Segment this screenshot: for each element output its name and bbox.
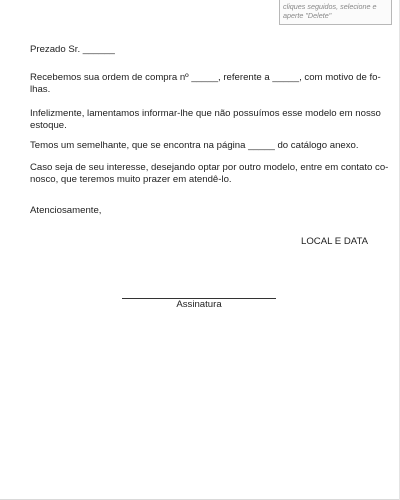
greeting: Prezado Sr. ______: [30, 44, 115, 55]
paragraph-regret-line-1: Infelizmente, lamentamos informar-lhe que não possuímos esse modelo em nosso: [30, 108, 381, 119]
paragraph-contact-line-2: nosco, que teremos muito prazer em atendê-lo.: [30, 174, 232, 185]
place-and-date: LOCAL E DATA: [301, 236, 368, 247]
paragraph-order-line-2: lhas.: [30, 84, 51, 95]
paragraph-regret-line-2: estoque.: [30, 120, 67, 131]
instruction-line-1: cliques seguidos, selecione e: [283, 2, 377, 11]
paragraph-contact-line-1: Caso seja de seu interesse, desejando optar por outro modelo, entre em contato co-: [30, 162, 389, 173]
instruction-line-2: aperte "Delete": [283, 10, 332, 20]
signature-label: Assinatura: [176, 299, 222, 310]
instruction-note: [279, 0, 392, 25]
paragraph-similar-model: Temos um semelhante, que se encontra na página _____ do catálogo anexo.: [30, 140, 359, 151]
closing: Atenciosamente,: [30, 205, 102, 216]
paragraph-order-line-1: Recebemos sua ordem de compra nº _____, referente a _____, com motivo de fo-: [30, 72, 381, 83]
